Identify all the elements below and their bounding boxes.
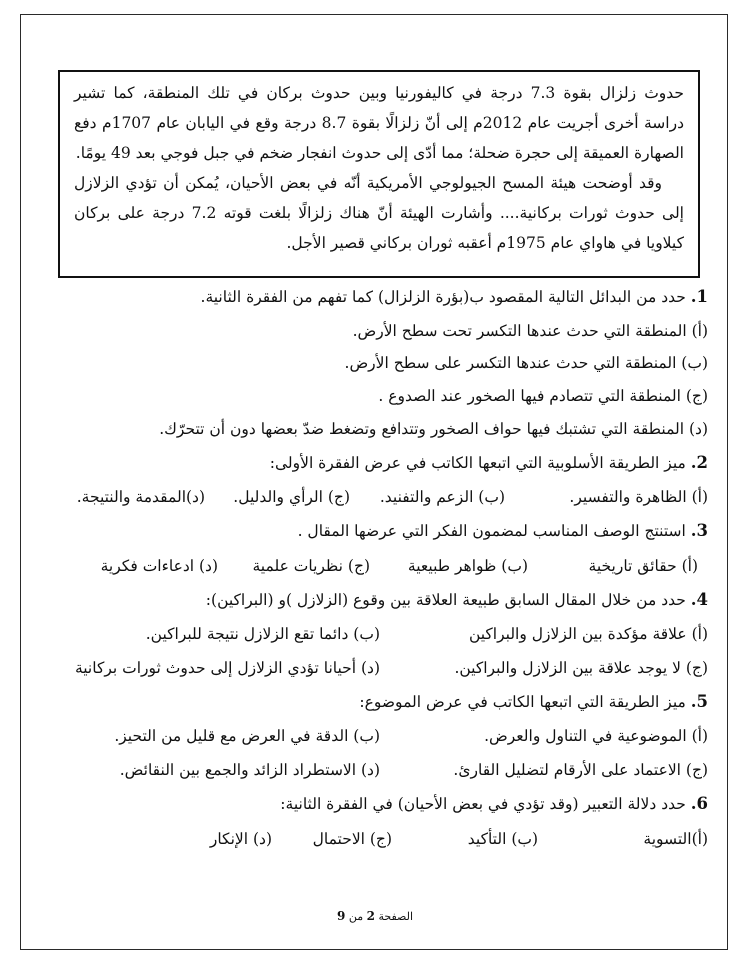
question-5	[46, 691, 708, 713]
option-b[interactable]: (ب) ظواهر طبيعية	[407, 557, 528, 575]
option-c[interactable]: (ج) الرأي والدليل.	[233, 488, 350, 506]
question-number: 2.	[690, 453, 708, 472]
question-text: حدد من خلال المقال السابق طبيعة العلاقة بين وقوع (الزلازل )و (البراكين):	[205, 591, 686, 609]
option-b[interactable]: (ب) الزعم والتفنيد.	[379, 488, 505, 506]
passage-paragraph-1: حدوث زلزال بقوة 7.3 درجة في كاليفورنيا وبين حدوث بركان في تلك المنطقة، كما تشير دراسة أخرى أجريت عام 2012م إلى أنّ زلزالًا بقوة 8.7 درجة وقع في اليابان عام 1707م دفع الصهارة العميقة إلى حجرة ضحلة؛ مما أدّى إلى حدوث انفجار ضخم في جبل فوجي بعد 49 يومًا.	[74, 84, 684, 162]
option-d[interactable]: (د) ادعاءات فكرية	[100, 557, 218, 575]
option-b[interactable]: (ب) دائما تقع الزلازل نتيجة للبراكين.	[145, 625, 380, 643]
question-2	[46, 452, 708, 474]
question-text: ميز الطريقة التي اتبعها الكاتب في عرض الموضوع:	[359, 693, 686, 711]
option-a[interactable]: (أ)التسوية	[643, 830, 708, 848]
question-text: حدد دلالة التعبير (وقد تؤدي في بعض الأحيان) في الفقرة الثانية:	[280, 795, 686, 813]
option-c[interactable]: (ج) نظريات علمية	[252, 557, 370, 575]
question-text: حدد من البدائل التالية المقصود ب(بؤرة الزلزال) كما تفهم من الفقرة الثانية.	[200, 288, 686, 306]
question-number: 3.	[690, 521, 708, 540]
question-number: 4.	[690, 590, 708, 609]
passage-paragraph-2: وقد أوضحت هيئة المسح الجيولوجي الأمريكية أنّه في بعض الأحيان، يُمكن أن تؤدي الزلازل إلى حدوث ثورات بركانية.... وأشارت الهيئة أنّ هناك زلزالًا بلغت قوته 7.2 درجة على بركان كيلاويا في هاواي عام 1975م أعقبه ثوران بركاني قصير الأجل.	[74, 174, 684, 252]
question-number: 5.	[690, 692, 708, 711]
question-6	[46, 793, 708, 815]
option-d[interactable]: (د)المقدمة والنتيجة.	[76, 488, 205, 506]
option-c[interactable]: (ج) الاحتمال	[312, 830, 392, 848]
question-number: 6.	[690, 794, 708, 813]
page-footer	[0, 909, 750, 923]
reading-passage	[58, 70, 700, 278]
option-a[interactable]: (أ) الظاهرة والتفسير.	[569, 488, 708, 506]
footer-of: من	[348, 910, 364, 923]
option-b[interactable]: (ب) الدقة في العرض مع قليل من التحيز.	[114, 727, 380, 745]
option-d[interactable]: (د) المنطقة التي تشتبك فيها حواف الصخور وتتدافع وتضغط ضدّ بعضها دون أن تتحرّك.	[159, 420, 708, 438]
question-1	[46, 286, 708, 308]
option-a[interactable]: (أ) المنطقة التي حدث عندها التكسر تحت سطح الأرض.	[352, 322, 708, 340]
option-d[interactable]: (د) الإنكار	[209, 830, 272, 848]
question-text: استنتج الوصف المناسب لمضمون الفكر التي عرضها المقال .	[297, 522, 686, 540]
question-text: ميز الطريقة الأسلوبية التي اتبعها الكاتب في عرض الفقرة الأولى:	[269, 454, 686, 472]
option-d[interactable]: (د) أحيانا تؤدي الزلازل إلى حدوث ثورات بركانية	[74, 659, 380, 677]
option-d[interactable]: (د) الاستطراد الزائد والجمع بين النقائض.	[119, 761, 380, 779]
option-b[interactable]: (ب) المنطقة التي حدث عندها التكسر على سطح الأرض.	[344, 354, 708, 372]
question-3	[46, 520, 708, 542]
option-a[interactable]: (أ) علاقة مؤكدة بين الزلازل والبراكين	[468, 625, 708, 643]
option-b[interactable]: (ب) التأكيد	[467, 830, 538, 848]
option-c[interactable]: (ج) الاعتماد على الأرقام لتضليل القارئ.	[453, 761, 708, 779]
option-c[interactable]: (ج) المنطقة التي تتصادم فيها الصخور عند الصدوع .	[378, 387, 708, 405]
option-a[interactable]: (أ) حقائق تاريخية	[588, 557, 698, 575]
footer-word: الصفحة	[378, 910, 413, 923]
footer-page-number: 2	[366, 909, 375, 923]
option-a[interactable]: (أ) الموضوعية في التناول والعرض.	[484, 727, 708, 745]
option-c[interactable]: (ج) لا يوجد علاقة بين الزلازل والبراكين.	[454, 659, 708, 677]
question-number: 1.	[690, 287, 708, 306]
footer-total-pages: 9	[337, 909, 346, 923]
question-4	[46, 589, 708, 611]
